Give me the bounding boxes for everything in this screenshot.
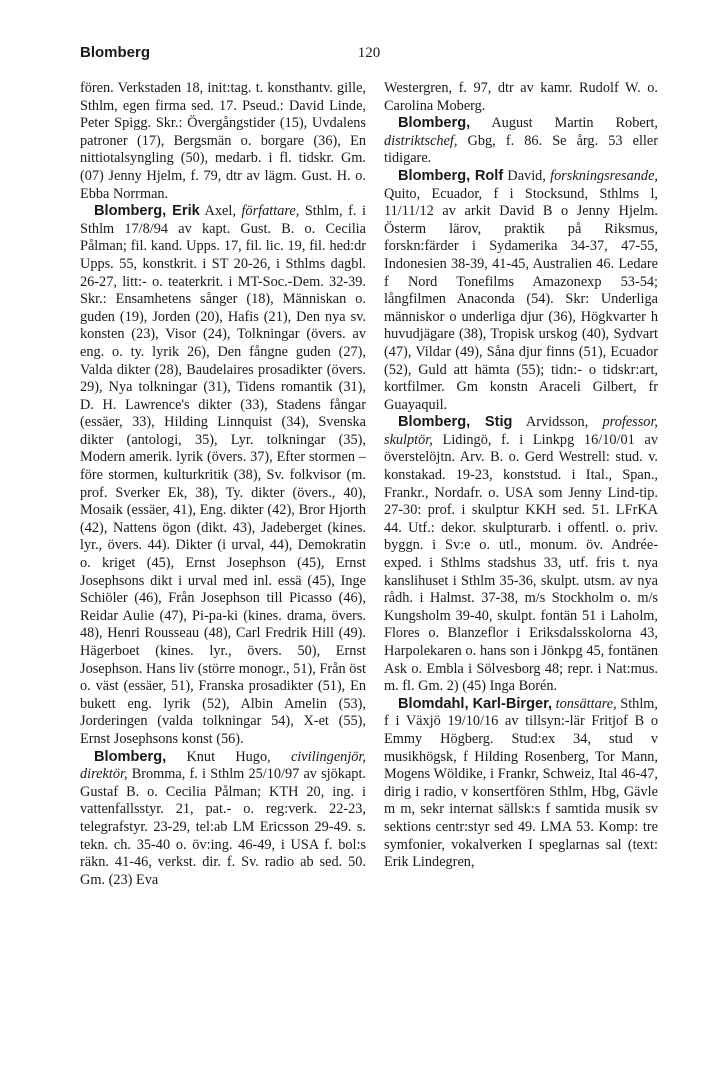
entry-body: Lidingö, f. i Linkpg 16/10/01 av överstelöjtn. Arv. B. o. Gerd Westrell: stud. v. konstakad. 19-23, konststud. i Ital., Span., Frankr., Nordafr. o. USA som Jenny Lind-tip. 27-30: prof. i skulptur KKH sed. 51. LFrKA 44. Utf.: dekor. skulpturarb. i offentl. o. priv. byggn. i Sv:e o. utl., monum. öv. Andrée-exped. i Sthlms stadshus 33, utf. fris t. nya kanslihuset i Sthlm 35-36, skulpt. utsm. av nya rådh. i Halmst. 37-38, m/s Stockholm o. m/s Kungsholm 39-40, skulpt. fontän 51 i Laholm, Flores o. Blanzeflor i Eriksdalsskolorna 43, Harpolekaren o. hans son i Jönkpg 45, fontänen Ask o. Embla i Sölvesborg 48; repr. i Nat:mus. m. fl. Gm. 2) (45) Inga Borén. [384, 431, 658, 695]
entry-title: tonsättare, [555, 695, 617, 712]
entry-given-names: August Martin Robert, [470, 115, 658, 132]
entry-given-names: David, [503, 167, 551, 184]
running-head [80, 44, 658, 64]
entry-headword: Blomberg, Erik [94, 203, 200, 220]
entry-body: Sthlm, f. i Sthlm 17/8/94 av kapt. Gust. B. o. Cecilia Pålman; fil. kand. Upps. 17, fil. lic. 19, fil. hed:dr Upps. 55, konstkrit. i ST 20-26, i Sthlms dagbl. 26-27, litt:- o. teaterkrit. i MT-Soc.-Dem. 32-39. Skr.: Ensamhetens sånger (18), Människan o. guden (19), Jorden (20), Hafis (21), Den nya sv. konsten (23), Visor (24), Tolkningar (övers. av eng. o. ty. lyrik 26), Den fångne guden (27), Valda dikter (28), Baudelaires prosadikter (övers. 29), Nya tolkningar (31), Tidens romantik (31), D. H. Lawrence's dikter (33), Stadens fångar (essäer, 33), Hilding Linnquist (34), Svenska dikter (antologi, 35), Lyr. tolkningar (35), Modern amerik. lyrik (övers. 37), Efter stormen – före stormen, kulturkritik (38), Sv. folkvisor (m. prof. Sverker Ek, 38), Ty. dikter (övers., 40), Mosaik (essäer, 41), Eng. dikter (42), Bror Hjorth (42), Nattens ögon (dikt. 43), Jadeberget (kines. lyr., övers. 44). Dikter (i urval, 44), Demokratin o. kriget (45), Ernst Josephson (45), Ernst Josephsons dikt i urval med inl. essä (45), Inge Schiöler (46), Från Josephson till Picasso (46), Reidar Aulie (47), Pi-pa-ki (kines. drama, övers. 48), Henri Rousseau (48), Carl Fredrik Hill (49). Hägerboet (kines. lyr., övers. 50), Ernst Josephson. Hans liv (större monogr., 51), Från öst o. väst (essäer, 51), Franska prosadikter (51), En bukett eng. lyrik (52), Albin Amelin (53), Jorderingen (valda tolkningar 54), X-et (55), Ernst Josephsons konst (56). [80, 203, 366, 747]
entry-headword: Blomberg, [398, 115, 471, 132]
entry-body: Westergren, f. 97, dtr av kamr. Rudolf W. o. Carolina Moberg. [384, 80, 658, 114]
entry-given-names: Arvidsson, [512, 414, 603, 431]
entry [384, 115, 658, 168]
entry [384, 414, 658, 696]
entry-body: Quito, Ecuador, f i Stocksund, Sthlms l, 11/11/12 av arkit David B o Jenny Hjelm. Österm lärov, praktik på Riksmus, forskn:färder i Sydamerika 34-37, 47-55, Indonesien 38-39, 41-45, Australien 46. Ledare f Nord Tonefilms Amazonexp 53-54; långfilmen Anaconda (54). Skr: Underliga människor o underliga djur (36), Högkvarter h huvudjägare (38), Tropisk urskog (40), Sydvart (47), Vildar (49), Såna djur finns (51), Ecuador (52), Guld att hämta (55); tidn:- o tidskr:art, kortfilmer. Gm konstn Araceli Gilbert, fr Guayaquil. [384, 185, 658, 413]
page-number: 120 [357, 45, 381, 61]
entry-title: civilingenjör, direktör, [80, 748, 366, 783]
entry-given-names: Knut Hugo, [166, 748, 291, 765]
entry [80, 203, 366, 748]
entry-title: forskningsresande, [550, 167, 658, 184]
entry-given-names: Axel, [199, 203, 242, 220]
entry-body: Bromma, f. i Sthlm 25/10/97 av sjökapt. Gustaf B. o. Cecilia Pålman; KTH 20, ing. i vattenfallsstyr. 21, pat.- o. reg:verk. 22-23, telegrafstyr. 23-29, tel:ab LM Ericsson 29-49. s. tekn. ch. 35-40 o. öv:ing. 46-49, i USA f. bol:s räkn. 41-46, verkst. dir. f. Sv. radio ab sed. 50. Gm. (23) Eva [80, 766, 366, 888]
left-column [80, 80, 366, 889]
entry-headword: Blomberg, [94, 748, 167, 765]
entry-body: fören. Verkstaden 18, init:tag. t. konsthantv. gille, Sthlm, egen firma sed. 17. Pseud.: David Linde, Peter Spigg. Skr.: Övergångstider (15), Uvdalens patroner (17), Bergsmän o. borgare (36), En nittiotalsyngling (50), medarb. i fl. tidskr. Gm. (07) Jenny Hjelm, f. 79, dtr av lägm. Gust. H. o. Ebba Norrman. [80, 80, 366, 202]
entry [384, 168, 658, 414]
running-head-name: Blomberg [80, 44, 151, 61]
entry-title: distriktschef, [384, 132, 458, 149]
entry-title: författare, [241, 203, 300, 220]
entry [384, 696, 658, 872]
right-column [384, 80, 658, 872]
entry-body: Gbg, f. 86. Se årg. 53 eller tidigare. [384, 132, 658, 167]
entry-headword: Blomberg, Stig [398, 414, 513, 431]
entry-headword: Blomberg, Rolf [398, 167, 504, 184]
entry-body: Sthlm, f i Växjö 19/10/16 av tillsyn:-lär Fritjof B o Emmy Högberg. Stud:ex 34, stud v musikhögsk, f Hilding Rosenberg, Tor Mann, Mogens Wöldike, i Frankr, Schweiz, Ital 46-47, dirig i radio, v konsertfören Sthlm, Hbg, Gävle m m, sekr internat sällsk:s f samtida musik sv sektions centr:styr sed 49. LMA 53. Komp: tre symfonier, vokalverken I speglarnas sal (text: Erik Lindegren, [384, 695, 659, 871]
entry-continuation [80, 80, 366, 203]
entry-continuation [384, 80, 658, 115]
entry [80, 749, 366, 890]
entry-headword: Blomdahl, Karl-Birger, [398, 695, 553, 712]
entry-title: professor, skulptör, [384, 414, 658, 448]
